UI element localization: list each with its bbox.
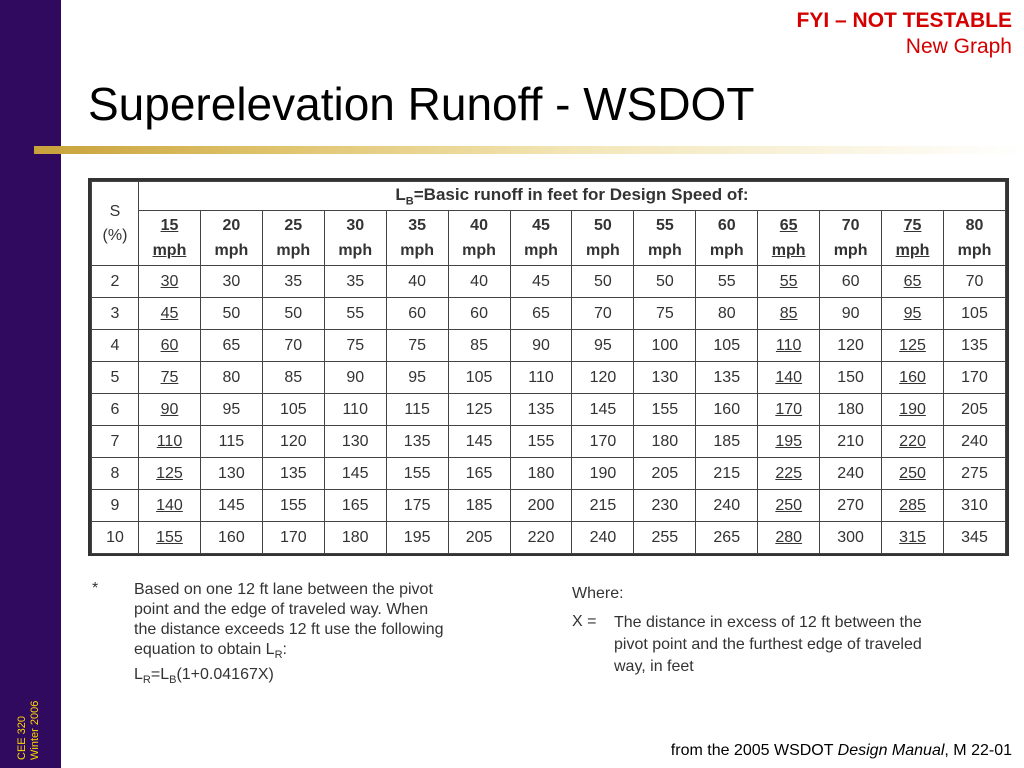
runoff-cell: 65 <box>510 298 572 330</box>
runoff-cell: 85 <box>448 330 510 362</box>
speed-header-65: 65 mph <box>758 211 820 266</box>
speed-header-80: 80 mph <box>943 211 1005 266</box>
s-unit: (%) <box>102 226 128 244</box>
runoff-cell: 35 <box>324 266 386 298</box>
footnote-marker: * <box>92 580 99 597</box>
runoff-cell: 70 <box>572 298 634 330</box>
runoff-cell: 135 <box>943 330 1005 362</box>
runoff-cell: 190 <box>572 458 634 490</box>
superelevation-cell: 5 <box>92 362 139 394</box>
runoff-cell: 75 <box>324 330 386 362</box>
runoff-cell: 240 <box>943 426 1005 458</box>
runoff-cell: 120 <box>262 426 324 458</box>
source-citation: from the 2005 WSDOT Design Manual, M 22-01 <box>670 742 1012 759</box>
runoff-cell: 230 <box>634 490 696 522</box>
s-column-header <box>92 182 139 266</box>
runoff-cell: 105 <box>943 298 1005 330</box>
runoff-cell: 90 <box>510 330 572 362</box>
table-row <box>92 426 1006 458</box>
runoff-cell: 95 <box>572 330 634 362</box>
runoff-cell: 80 <box>200 362 262 394</box>
fyi-banner <box>797 8 1012 60</box>
course-label <box>16 640 42 760</box>
runoff-cell: 170 <box>572 426 634 458</box>
runoff-cell: 145 <box>448 426 510 458</box>
runoff-cell: 35 <box>262 266 324 298</box>
runoff-cell: 220 <box>510 522 572 554</box>
runoff-cell: 180 <box>324 522 386 554</box>
runoff-cell: 110 <box>324 394 386 426</box>
runoff-cell: 45 <box>139 298 201 330</box>
runoff-cell: 315 <box>882 522 944 554</box>
runoff-cell: 170 <box>758 394 820 426</box>
runoff-cell: 70 <box>262 330 324 362</box>
runoff-cell: 55 <box>324 298 386 330</box>
runoff-cell: 160 <box>200 522 262 554</box>
runoff-cell: 120 <box>820 330 882 362</box>
runoff-cell: 50 <box>572 266 634 298</box>
runoff-cell: 215 <box>696 458 758 490</box>
runoff-cell: 50 <box>200 298 262 330</box>
superelevation-cell: 3 <box>92 298 139 330</box>
runoff-cell: 185 <box>696 426 758 458</box>
runoff-cell: 225 <box>758 458 820 490</box>
runoff-cell: 125 <box>139 458 201 490</box>
runoff-cell: 155 <box>262 490 324 522</box>
speed-header-70: 70 mph <box>820 211 882 266</box>
runoff-cell: 105 <box>696 330 758 362</box>
runoff-cell: 90 <box>820 298 882 330</box>
runoff-cell: 300 <box>820 522 882 554</box>
title-divider <box>34 146 1024 154</box>
superelevation-cell: 4 <box>92 330 139 362</box>
runoff-cell: 205 <box>943 394 1005 426</box>
speed-header-15: 15 mph <box>139 211 201 266</box>
runoff-cell: 115 <box>386 394 448 426</box>
s-label: S <box>109 202 121 220</box>
runoff-cell: 75 <box>634 298 696 330</box>
runoff-cell: 170 <box>262 522 324 554</box>
runoff-cell: 40 <box>386 266 448 298</box>
superelevation-cell: 6 <box>92 394 139 426</box>
runoff-cell: 55 <box>696 266 758 298</box>
x-variable-description: The distance in excess of 12 ft between the pivot point and the furthest edge of traveled way, in feet <box>614 614 922 675</box>
runoff-cell: 240 <box>696 490 758 522</box>
runoff-cell: 150 <box>820 362 882 394</box>
runoff-cell: 135 <box>262 458 324 490</box>
superelevation-cell: 9 <box>92 490 139 522</box>
speed-header-75: 75 mph <box>882 211 944 266</box>
runoff-cell: 60 <box>386 298 448 330</box>
runoff-cell: 30 <box>139 266 201 298</box>
runoff-cell: 145 <box>324 458 386 490</box>
runoff-cell: 125 <box>882 330 944 362</box>
runoff-cell: 165 <box>324 490 386 522</box>
runoff-cell: 50 <box>262 298 324 330</box>
runoff-cell: 280 <box>758 522 820 554</box>
runoff-cell: 240 <box>820 458 882 490</box>
runoff-cell: 195 <box>386 522 448 554</box>
course-term: Winter 2006 <box>29 700 41 760</box>
runoff-cell: 120 <box>572 362 634 394</box>
runoff-cell: 275 <box>943 458 1005 490</box>
runoff-cell: 90 <box>324 362 386 394</box>
runoff-cell: 255 <box>634 522 696 554</box>
runoff-cell: 200 <box>510 490 572 522</box>
table-row <box>92 362 1006 394</box>
runoff-cell: 170 <box>943 362 1005 394</box>
runoff-cell: 210 <box>820 426 882 458</box>
table-row <box>92 458 1006 490</box>
runoff-cell: 75 <box>386 330 448 362</box>
runoff-cell: 180 <box>634 426 696 458</box>
runoff-table-body <box>92 266 1006 554</box>
runoff-cell: 85 <box>758 298 820 330</box>
runoff-cell: 145 <box>572 394 634 426</box>
runoff-cell: 95 <box>386 362 448 394</box>
speed-header-row <box>92 211 1006 266</box>
runoff-cell: 160 <box>696 394 758 426</box>
runoff-cell: 50 <box>634 266 696 298</box>
runoff-cell: 145 <box>200 490 262 522</box>
runoff-cell: 70 <box>943 266 1005 298</box>
speed-header-35: 35 mph <box>386 211 448 266</box>
runoff-cell: 105 <box>262 394 324 426</box>
runoff-cell: 205 <box>634 458 696 490</box>
runoff-cell: 85 <box>262 362 324 394</box>
speed-header-25: 25 mph <box>262 211 324 266</box>
runoff-cell: 95 <box>200 394 262 426</box>
runoff-cell: 155 <box>634 394 696 426</box>
table-row <box>92 266 1006 298</box>
runoff-cell: 90 <box>139 394 201 426</box>
speed-header-60: 60 mph <box>696 211 758 266</box>
runoff-cell: 215 <box>572 490 634 522</box>
runoff-cell: 110 <box>510 362 572 394</box>
runoff-cell: 310 <box>943 490 1005 522</box>
runoff-table <box>91 181 1006 554</box>
runoff-cell: 130 <box>200 458 262 490</box>
runoff-cell: 155 <box>510 426 572 458</box>
speed-header-40: 40 mph <box>448 211 510 266</box>
runoff-cell: 190 <box>882 394 944 426</box>
runoff-cell: 60 <box>448 298 510 330</box>
runoff-cell: 135 <box>510 394 572 426</box>
runoff-cell: 135 <box>696 362 758 394</box>
runoff-cell: 175 <box>386 490 448 522</box>
runoff-cell: 140 <box>139 490 201 522</box>
runoff-cell: 180 <box>820 394 882 426</box>
table-row <box>92 522 1006 554</box>
runoff-cell: 345 <box>943 522 1005 554</box>
runoff-cell: 130 <box>324 426 386 458</box>
runoff-cell: 30 <box>200 266 262 298</box>
runoff-cell: 135 <box>386 426 448 458</box>
runoff-cell: 75 <box>139 362 201 394</box>
runoff-cell: 125 <box>448 394 510 426</box>
runoff-cell: 265 <box>696 522 758 554</box>
runoff-cell: 155 <box>386 458 448 490</box>
runoff-cell: 100 <box>634 330 696 362</box>
runoff-cell: 65 <box>200 330 262 362</box>
superelevation-cell: 8 <box>92 458 139 490</box>
runoff-cell: 110 <box>758 330 820 362</box>
table-row <box>92 298 1006 330</box>
x-variable-label: X = <box>572 613 597 630</box>
runoff-cell: 60 <box>139 330 201 362</box>
runoff-cell: 185 <box>448 490 510 522</box>
runoff-cell: 110 <box>139 426 201 458</box>
runoff-cell: 240 <box>572 522 634 554</box>
runoff-cell: 205 <box>448 522 510 554</box>
new-graph-label: New Graph <box>905 35 1012 58</box>
table-row <box>92 330 1006 362</box>
speed-header-30: 30 mph <box>324 211 386 266</box>
table-row <box>92 394 1006 426</box>
runoff-cell: 160 <box>882 362 944 394</box>
table-row <box>92 490 1006 522</box>
runoff-cell: 220 <box>882 426 944 458</box>
runoff-cell: 130 <box>634 362 696 394</box>
runoff-cell: 250 <box>882 458 944 490</box>
basic-runoff-header: $L_B=Basic$ runoff in feet for Design Speed of: <box>139 182 1006 211</box>
runoff-cell: 155 <box>139 522 201 554</box>
fyi-notice: FYI – NOT TESTABLE <box>796 9 1012 32</box>
speed-header-45: 45 mph <box>510 211 572 266</box>
runoff-cell: 270 <box>820 490 882 522</box>
runoff-cell: 115 <box>200 426 262 458</box>
runoff-cell: 105 <box>448 362 510 394</box>
runoff-cell: 140 <box>758 362 820 394</box>
runoff-cell: 95 <box>882 298 944 330</box>
runoff-equation: $L_R=L_B(1+0.04167X)$ <box>134 666 274 687</box>
runoff-cell: 40 <box>448 266 510 298</box>
runoff-cell: 165 <box>448 458 510 490</box>
sidebar <box>0 0 61 768</box>
runoff-cell: 65 <box>882 266 944 298</box>
speed-header-20: 20 mph <box>200 211 262 266</box>
runoff-cell: 45 <box>510 266 572 298</box>
speed-header-50: 50 mph <box>572 211 634 266</box>
runoff-cell: 180 <box>510 458 572 490</box>
footnote: Based on one 12 ft lane between the pivot point and the edge of traveled way. When the distance exceeds 12 ft use the following equation to obtain $L_R$: $L_R=L_B(1+0.04167X)$ <box>134 580 554 690</box>
where-label: Where: <box>572 585 624 602</box>
superelevation-cell: 10 <box>92 522 139 554</box>
runoff-cell: 55 <box>758 266 820 298</box>
runoff-cell: 250 <box>758 490 820 522</box>
slide-title: Superelevation Runoff - WSDOT <box>88 78 755 130</box>
runoff-table-frame <box>88 178 1009 556</box>
superelevation-cell: 2 <box>92 266 139 298</box>
runoff-cell: 195 <box>758 426 820 458</box>
superelevation-cell: 7 <box>92 426 139 458</box>
runoff-cell: 80 <box>696 298 758 330</box>
runoff-cell: 60 <box>820 266 882 298</box>
runoff-cell: 285 <box>882 490 944 522</box>
course-name: CEE 320 <box>16 715 28 760</box>
speed-header-55: 55 mph <box>634 211 696 266</box>
